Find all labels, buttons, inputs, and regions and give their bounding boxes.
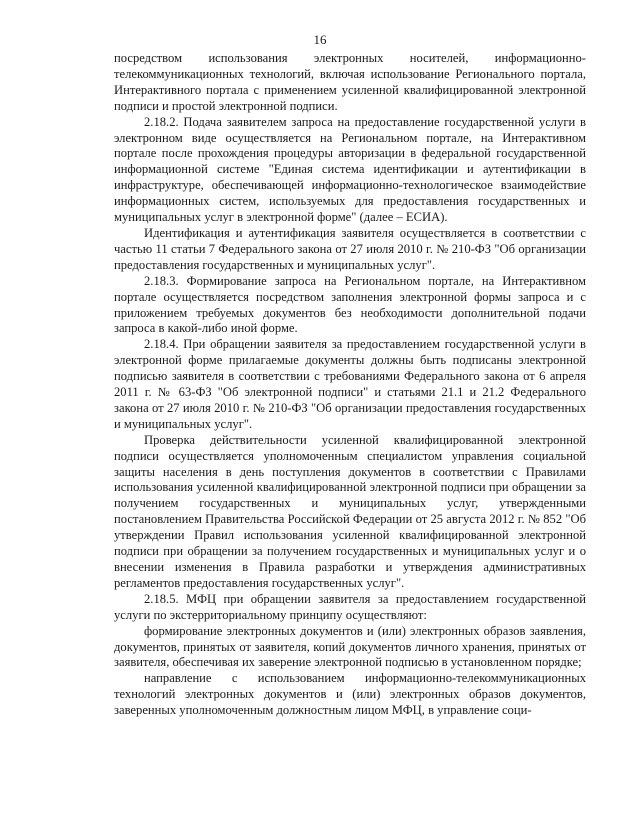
document-body: [114, 51, 586, 719]
paragraph-signature-verification: Проверка действительности усиленной квалифицированной электронной подписи осуществляется уполномоченным специалистом управления социальной защиты населения в день поступления документов в соответствии с Правилами использования усиленной квалифицированной электронной подписи при обращении за получением государственных и муниципальных услуг, утвержденными постановлением Правительства Российской Федерации от 25 августа 2012 г. № 852 "Об утверждении Правил использования усиленной квалифицированной электронной подписи при обращении за получением государственных и муниципальных услуг и о внесении изменения в Правила разработки и утверждения административных регламентов предоставления государственных услуг".: [114, 432, 586, 590]
paragraph-2-18-3: 2.18.3. Формирование запроса на Региональном портале, на Интерактивном портале осуществляется посредством заполнения электронной формы запроса и с приложением требуемых документов без необходимости дополнительной подачи запроса в какой-либо иной форме.: [114, 273, 586, 336]
paragraph-forming-documents: формирование электронных документов и (или) электронных образов заявления, документов, принятых от заявителя, копий документов личного хранения, принятых от заявителя, обеспечивая их заверение электронной подписью в установленном порядке;: [114, 623, 586, 670]
paragraph-continuation: посредством использования электронных носителей, информационно-телекоммуникационных технологий, включая использование Регионального портала, Интерактивного портала с применением усиленной квалифицированной электронной подписи и простой электронной подписи.: [114, 51, 586, 113]
paragraph-2-18-5: 2.18.5. МФЦ при обращении заявителя за предоставлением государственной услуги по экстерриториальному принципу осуществляют:: [114, 591, 586, 622]
page-number: 16: [313, 32, 327, 47]
paragraph-2-18-2: 2.18.2. Подача заявителем запроса на предоставление государственной услуги в электронном виде осуществляется на Региональном портале, на Интерактивном портале после прохождения процедуры авторизации в федеральной государственной информационной системе "Единая система идентификации и аутентификации в инфраструктуре, обеспечивающей информационно-технологическое взаимодействие информационных систем, используемых для предоставления государственных и муниципальных услуг в электронной форме" (далее – ЕСИА).: [114, 114, 586, 225]
paragraph-2-18-4: 2.18.4. При обращении заявителя за предоставлением государственной услуги в электронной форме прилагаемые документы должны быть подписаны электронной подписью заявителя в соответствии с требованиями Федерального закона от 6 апреля 2011 г. № 63-ФЗ "Об электронной подписи" и статьями 21.1 и 21.2 Федерального закона от 27 июля 2010 г. № 210-ФЗ "Об организации предоставления государственных и муниципальных услуг".: [114, 337, 586, 431]
paragraph-esia-identification: Идентификация и аутентификация заявителя осуществляется в соответствии с частью 11 статьи 7 Федерального закона от 27 июля 2010 г. № 210-ФЗ "Об организации предоставления государственных и муниципальных услуг".: [114, 225, 586, 272]
paragraph-sending-documents: направление с использованием информационно-телекоммуникационных технологий электронных документов и (или) электронных образов документов, заверенных уполномоченным должностным лицом МФЦ, в управление соци-: [114, 671, 586, 718]
